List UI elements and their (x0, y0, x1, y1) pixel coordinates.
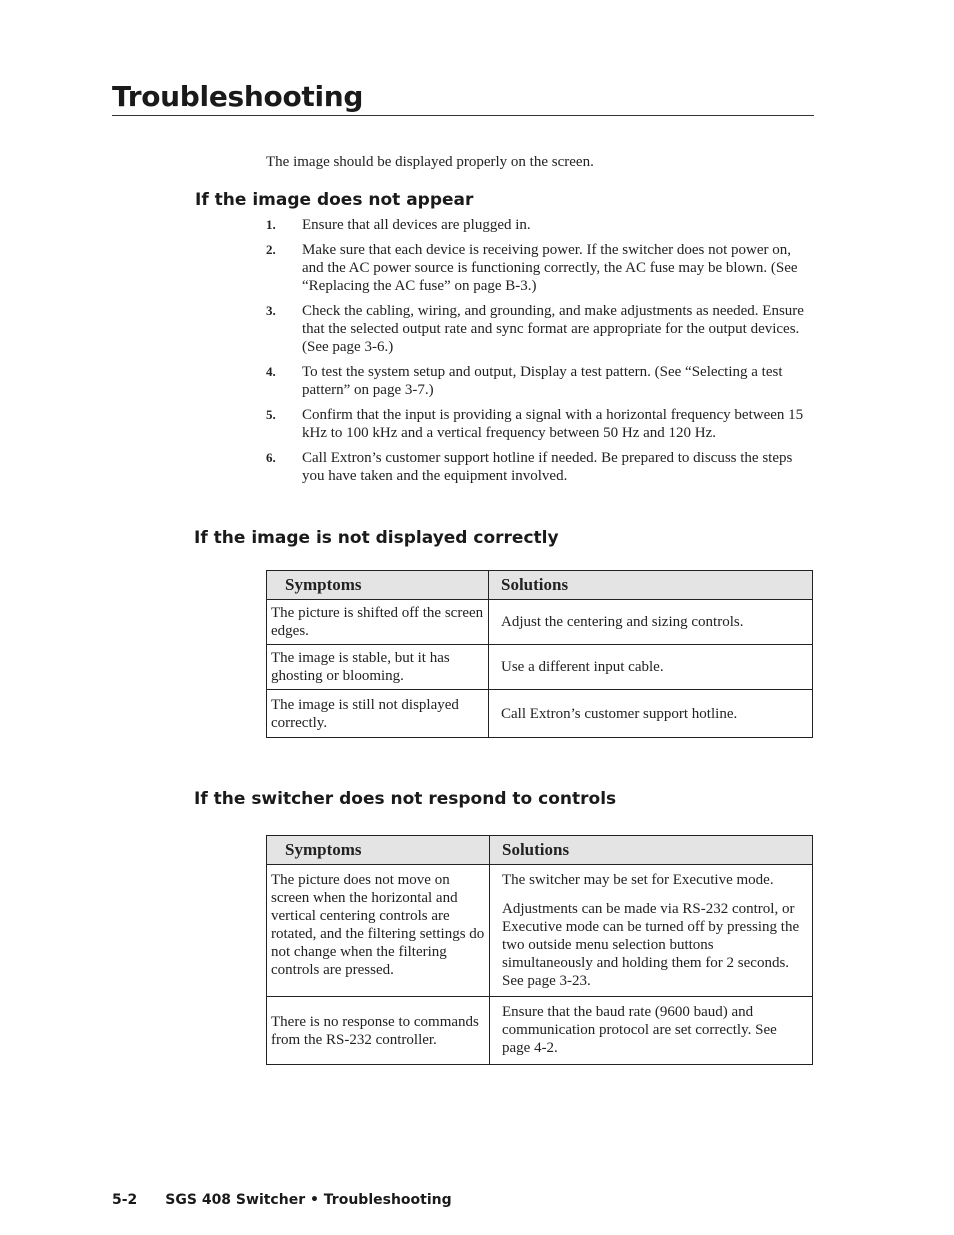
section-heading-image-not-appear: If the image does not appear (195, 190, 474, 210)
intro-text: The image should be displayed properly on the screen. (266, 154, 594, 170)
troubleshooting-table-controls (266, 835, 813, 1065)
step-item (266, 449, 806, 485)
table-row (267, 690, 813, 738)
table-header-row (267, 836, 813, 865)
steps-list (266, 216, 806, 492)
step-number: 2. (266, 242, 276, 257)
step-item (266, 302, 806, 356)
section-heading-switcher-not-respond: If the switcher does not respond to controls (194, 789, 617, 809)
symptom-cell: The image is still not displayed correctly. (267, 690, 489, 738)
step-number: 5. (266, 407, 276, 422)
step-number: 1. (266, 217, 276, 232)
symptoms-header: Symptoms (267, 836, 490, 865)
solution-cell (490, 865, 813, 997)
step-number: 4. (266, 364, 276, 379)
page-title: Troubleshooting (112, 80, 364, 113)
table-row (267, 865, 813, 997)
symptoms-header: Symptoms (267, 571, 489, 600)
table-header-row (267, 571, 813, 600)
symptom-cell: The picture does not move on screen when the horizontal and vertical centering controls are rotated, and the filtering settings do not change when the filtering controls are pressed. (267, 865, 490, 997)
symptom-cell: There is no response to commands from the RS-232 controller. (267, 997, 490, 1065)
step-text: Make sure that each device is receiving power. If the switcher does not power on, and the AC power source is functioning correctly, the AC fuse may be blown. (See “Replacing the AC fuse” on page B-3.) (302, 242, 798, 294)
solution-cell: Call Extron’s customer support hotline. (489, 690, 813, 738)
step-item (266, 216, 806, 234)
step-item (266, 363, 806, 399)
step-text: Call Extron’s customer support hotline if needed. Be prepared to discuss the steps you have taken and the equipment involved. (302, 450, 793, 484)
table-row (267, 645, 813, 690)
step-item (266, 406, 806, 442)
step-number: 6. (266, 450, 276, 465)
solution-paragraph: The switcher may be set for Executive mode. (502, 872, 774, 888)
step-item (266, 241, 806, 295)
solutions-header: Solutions (490, 836, 813, 865)
step-number: 3. (266, 303, 276, 318)
title-rule (112, 115, 814, 116)
symptom-cell: The image is stable, but it has ghosting or blooming. (267, 645, 489, 690)
solution-cell: Adjust the centering and sizing controls. (489, 600, 813, 645)
symptom-cell: The picture is shifted off the screen edges. (267, 600, 489, 645)
step-text: Ensure that all devices are plugged in. (302, 217, 531, 233)
table-row (267, 997, 813, 1065)
step-text: To test the system setup and output, Display a test pattern. (See “Selecting a test pattern” on page 3-7.) (302, 364, 783, 398)
table-row (267, 600, 813, 645)
page-footer (112, 1190, 452, 1210)
solution-paragraph: Adjustments can be made via RS-232 control, or Executive mode can be turned off by pressing the two outside menu selection buttons simultaneously and holding them for 2 seconds. See page 3-23. (502, 901, 800, 989)
solutions-header: Solutions (489, 571, 813, 600)
step-text: Check the cabling, wiring, and grounding, and make adjustments as needed. Ensure that the selected output rate and sync format are appropriate for the output devices. (See page 3-6.) (302, 303, 804, 355)
step-text: Confirm that the input is providing a signal with a horizontal frequency between 15 kHz to 100 kHz and a vertical frequency between 50 Hz and 120 Hz. (302, 407, 804, 441)
page-number: 5-2 (112, 1192, 138, 1208)
solution-cell: Use a different input cable. (489, 645, 813, 690)
section-heading-image-not-correct: If the image is not displayed correctly (194, 528, 559, 548)
troubleshooting-table-display (266, 570, 813, 738)
solution-cell: Ensure that the baud rate (9600 baud) and communication protocol are set correctly. See page 4-2. (490, 997, 813, 1065)
footer-text: SGS 408 Switcher • Troubleshooting (165, 1192, 452, 1208)
